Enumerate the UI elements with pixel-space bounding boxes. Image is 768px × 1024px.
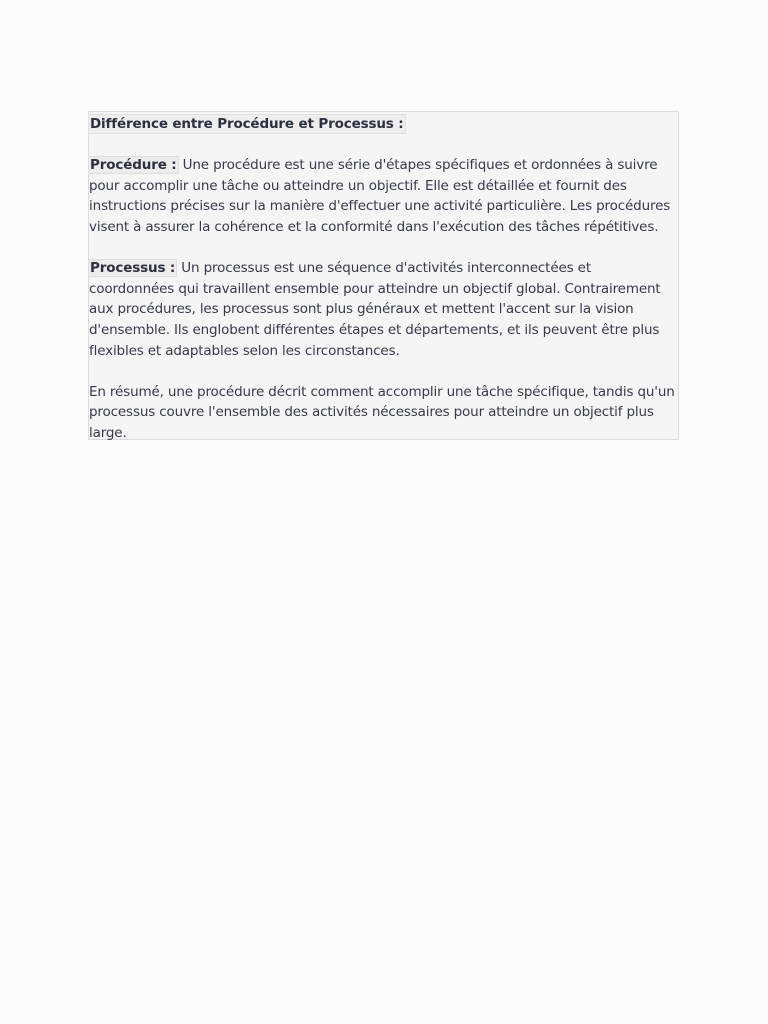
- summary-paragraph: En résumé, une procédure décrit comment accomplir une tâche spécifique, tandis qu'un processus couvre l'ensemble des activités nécessaires pour atteindre un objectif plus large.: [89, 383, 675, 441]
- procedure-text: Une procédure est une série d'étapes spécifiques et ordonnées à suivre pour accomplir une tâche ou atteindre un objectif. Elle est détaillée et fournit des instructions précises sur la manière d'effectuer une activité particulière. Les procédures visent à assurer la cohérence et la conformité dans l'exécution des tâches répétitives.: [89, 157, 671, 235]
- processus-paragraph: [89, 258, 678, 361]
- procedure-paragraph: [89, 155, 678, 237]
- content-block: [88, 111, 679, 440]
- processus-text: Un processus est une séquence d'activités interconnectées et coordonnées qui travaillent ensemble pour atteindre un objectif global. Contrairement aux procédures, les processus sont plus généraux et mettent l'accent sur la vision d'ensemble. Ils englobent différentes étapes et départements, et ils peuvent être plus flexibles et adaptables selon les circonstances.: [89, 260, 661, 359]
- processus-term: Processus :: [90, 260, 176, 277]
- heading-paragraph: [89, 114, 678, 135]
- document-heading: Différence entre Procédure et Processus :: [90, 116, 404, 132]
- procedure-term: Procédure :: [90, 157, 177, 174]
